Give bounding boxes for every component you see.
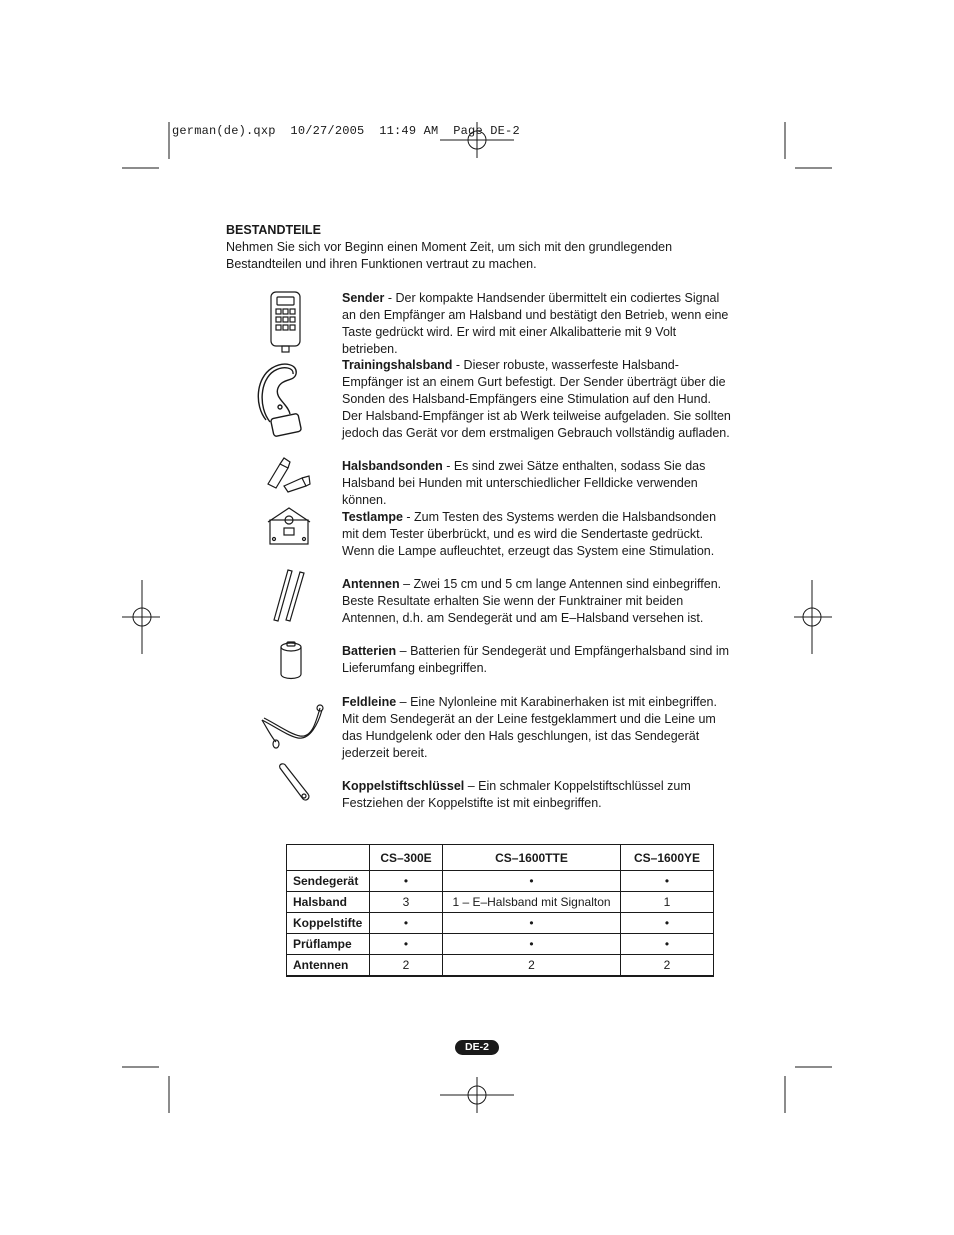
item-text: – Ein schmaler Koppelstiftschlüssel zum Festziehen der Koppelstifte ist mit einbegriffen. [342,779,691,810]
table-row-label: Antennen [287,955,370,977]
table-row-label: Koppelstifte [287,913,370,934]
item-text: – Zwei 15 cm und 5 cm lange Antennen sind einbegriffen. Beste Resultate erhalten Sie wenn der Funktrainer mit beiden Antennen, d.h. am Sendegerät und am E–Halsband versehen ist. [342,577,722,625]
table-cell: • [443,934,621,955]
table-header-cell: CS–1600YE [621,845,714,871]
table-row [287,913,714,934]
item-title: Testlampe [342,510,403,524]
section-heading: BESTANDTEILE [226,223,321,237]
antennas-icon [268,566,308,626]
item-text: – Eine Nylonleine mit Karabinerhaken ist mit einbegriffen. Mit dem Sendegerät an der Leine festgeklammert und die Leine um das Hundgelenk oder den Hals geschlungen, ist das Sendegerät jederzeit bereit. [342,695,717,760]
item-title: Halsbandsonden [342,459,443,473]
model-comparison-table [286,844,714,977]
item-title: Antennen [342,577,400,591]
table-row-label: Prüflampe [287,934,370,955]
table-header-cell: CS–300E [370,845,443,871]
table-header-cell [287,845,370,871]
table-cell: • [370,871,443,892]
lanyard-icon [258,704,326,750]
table-row [287,934,714,955]
table-row [287,955,714,977]
table-header-cell: CS–1600TTE [443,845,621,871]
table-cell: • [443,913,621,934]
table-row-label: Halsband [287,892,370,913]
test-lamp-icon [264,506,314,548]
table-cell: 2 [370,955,443,977]
item-trainingshalsband [342,357,734,442]
transmitter-icon [268,290,304,356]
item-title: Trainingshalsband [342,358,453,372]
table-cell: 1 [621,892,714,913]
table-cell: • [370,934,443,955]
table-row [287,892,714,913]
table-row-label: Sendegerät [287,871,370,892]
wrench-icon [274,760,314,806]
item-feldleine [342,694,734,762]
battery-icon [278,640,304,682]
item-text: - Zum Testen des Systems werden die Halsbandsonden mit dem Tester überbrückt, und es wird die Sendertaste gedrückt. Wenn die Lampe aufleuchtet, erzeugt das System eine Stimulation. [342,510,717,558]
table-header-row [287,845,714,871]
table-cell: • [621,913,714,934]
item-text: - Dieser robuste, wasserfeste Halsband-Empfänger ist an einem Gurt befestigt. Der Sender überträgt über die Sonden des Halsband-Empfängers eine Stimulation auf den Hund. Der Halsband-Empfänger ist ab Werk teilweise aufgeladen. Sie sollten jedoch das Gerät vor dem erstmaligen Gebrauch vollständig aufladen. [342,358,731,440]
item-text: - Es sind zwei Sätze enthalten, sodass Sie das Halsband bei Hunden mit unterschiedlicher Felldicke verwenden können. [342,459,706,507]
item-koppelstiftschluessel [342,778,734,812]
item-batterien [342,643,734,677]
item-testlampe [342,509,734,560]
collar-icon [252,360,312,442]
table-cell: 2 [443,955,621,977]
table-cell: • [621,934,714,955]
intro-section [226,223,736,273]
item-halsbandsonden [342,458,734,509]
item-text: – Batterien für Sendegerät und Empfängerhalsband sind im Lieferumfang einbegriffen. [342,644,730,675]
item-antennen [342,576,734,627]
probes-icon [262,456,312,494]
table-cell: 3 [370,892,443,913]
table-cell: • [370,913,443,934]
intro-text: Nehmen Sie sich vor Beginn einen Moment Zeit, um sich mit den grundlegenden Bestandteilen und ihren Funktionen vertraut zu machen. [226,240,673,271]
item-title: Sender [342,291,385,305]
item-text: - Der kompakte Handsender übermittelt ein codiertes Signal an den Empfänger am Halsband und bestätigt den Betrieb, wenn eine Taste gedrückt wird. Er wird mit einer Alkalibatterie mit 9 Volt betrieben. [342,291,729,356]
page-number-badge: DE-2 [455,1040,499,1055]
table-cell: • [443,871,621,892]
item-title: Feldleine [342,695,397,709]
table-cell: • [621,871,714,892]
table-cell: 2 [621,955,714,977]
item-title: Koppelstiftschlüssel [342,779,465,793]
print-slug: german(de).qxp 10/27/2005 11:49 AM Page DE-2 [172,124,520,138]
item-title: Batterien [342,644,397,658]
item-sender [342,290,734,358]
table-row [287,871,714,892]
table-cell: 1 – E–Halsband mit Signalton [443,892,621,913]
